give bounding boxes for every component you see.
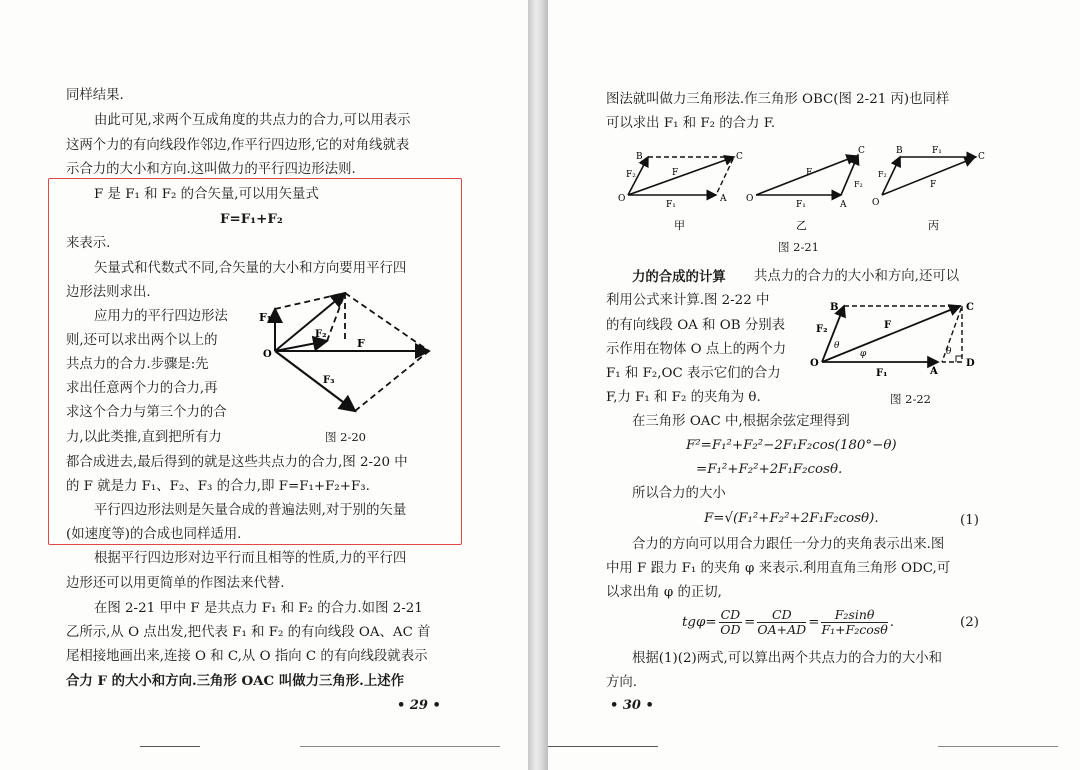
figure-caption: 图 2-22 xyxy=(890,392,931,406)
label: A xyxy=(930,366,938,377)
text-line: 中用 F 跟力 F₁ 的夹角 φ 来表示.利用直角三角形 ODC,可 xyxy=(606,561,951,576)
text-line: 由此可见,求两个互成角度的共点力的合力,可以用表示 xyxy=(94,113,411,128)
left-page xyxy=(0,0,528,770)
sub-caption-yi: 乙 xyxy=(796,219,807,232)
text-line: 示合力的大小和方向.这叫做力的平行四边形法则. xyxy=(66,162,356,177)
text-line: 方向. xyxy=(606,675,638,690)
text-line: 应用力的平行四边形法 xyxy=(94,309,228,324)
label: O xyxy=(810,358,819,369)
text-line: F 是 F₁ 和 F₂ 的合矢量,可以用矢量式 xyxy=(94,187,319,202)
equation-number: (2) xyxy=(960,615,979,630)
vector-f2 xyxy=(275,341,327,351)
text-line: 则,还可以求出两个以上的 xyxy=(66,333,218,348)
fraction xyxy=(719,608,743,637)
text-line: 边形法则求出. xyxy=(66,285,151,300)
text-line: 合力的方向可以用合力跟任一分力的夹角表示出来.图 xyxy=(632,537,945,552)
label: F xyxy=(884,320,892,331)
divider xyxy=(300,746,500,747)
label: C xyxy=(978,152,985,162)
figure-2-20 xyxy=(255,283,445,418)
label: A xyxy=(840,200,847,210)
text-line: 图法就叫做力三角形法.作三角形 OBC(图 2-21 丙)也同样 xyxy=(606,92,950,107)
text-line: 尾相接地画出来,连接 O 和 C,从 O 指向 C 的有向线段就表示 xyxy=(66,649,428,664)
text-line: 同样结果. xyxy=(66,88,124,103)
label: F₂ xyxy=(854,180,863,189)
label: C xyxy=(858,146,865,156)
text-line: 根据(1)(2)两式,可以算出两个共点力的合力的大小和 xyxy=(632,651,943,666)
text-line: 这两个力的有向线段作邻边,作平行四边形,它的对角线就表 xyxy=(66,138,410,153)
divider xyxy=(548,746,658,747)
text-line: 根据平行四边形对边平行而且相等的性质,力的平行四 xyxy=(94,551,407,566)
label: F₂ xyxy=(816,324,828,335)
numerator: F₂sinθ xyxy=(821,608,887,623)
figure-2-21-b xyxy=(746,146,865,210)
vector-f3 xyxy=(275,351,355,411)
label: C xyxy=(966,302,974,313)
text-line: 共点力的合力的大小和方向,还可以 xyxy=(754,269,960,284)
text-line: F₁ 和 F₂,OC 表示它们的合力 xyxy=(606,366,781,381)
text-line: 共点力的合力.步骤是:先 xyxy=(66,357,209,372)
label: D xyxy=(966,358,975,369)
text-line: 合力 F 的大小和方向.三角形 OAC 叫做力三角形.上述作 xyxy=(66,673,405,689)
text-line: F,力 F₁ 和 F₂ 的夹角为 θ. xyxy=(606,390,761,405)
label: B xyxy=(830,302,839,313)
label: O xyxy=(872,198,880,208)
text-line: 可以求出 F₁ 和 F₂ 的合力 F. xyxy=(606,116,776,131)
equation: F²=F₁²+F₂²−2F₁F₂cos(180°−θ) xyxy=(686,438,897,453)
label: F₁ xyxy=(796,200,806,210)
text-line: 乙所示,从 O 点出发,把代表 F₁ 和 F₂ 的有向线段 OA、AC 首 xyxy=(66,625,431,640)
tg-phi: tgφ= xyxy=(682,615,717,630)
text-line: 的有向线段 OA 和 OB 分别表 xyxy=(606,318,786,333)
text-line: 求出任意两个力的合力,再 xyxy=(66,381,218,396)
text-line: 求这个合力与第三个力的合 xyxy=(66,405,227,420)
label-f1: F₁ xyxy=(259,311,272,324)
right-page xyxy=(548,0,1080,770)
text-line: 在图 2-21 甲中 F 是共点力 F₁ 和 F₂ 的合力.如图 2-21 xyxy=(94,601,423,616)
page-number: • 30 • xyxy=(610,698,654,713)
text-line: 所以合力的大小 xyxy=(632,486,726,501)
denominator: F₁+F₂cosθ xyxy=(821,622,888,637)
vector-equation: F=F₁+F₂ xyxy=(220,211,283,227)
text-line: 都合成进去,最后得到的就是这些共点力的合力,图 2-20 中 xyxy=(66,455,408,470)
equation: =F₁²+F₂²+2F₁F₂cosθ. xyxy=(696,462,843,477)
page-number: • 29 • xyxy=(397,698,441,713)
label: O xyxy=(618,194,626,204)
text-line: 平行四边形法则是矢量合成的普遍法则,对于别的矢量 xyxy=(94,503,407,518)
numerator: CD xyxy=(720,607,741,622)
label: F₂ xyxy=(878,170,887,179)
text-line: 在三角形 OAC 中,根据余弦定理得到 xyxy=(632,414,850,429)
numerator: CD xyxy=(757,608,806,623)
figure-2-21 xyxy=(616,143,996,239)
label: F₁ xyxy=(932,146,942,156)
label: B xyxy=(636,152,643,162)
label: F xyxy=(806,168,813,178)
divider xyxy=(140,746,200,747)
equation-number: (1) xyxy=(960,513,979,528)
figure-2-22 xyxy=(806,294,984,384)
text-line: 利用公式来计算.图 2-22 中 xyxy=(606,293,770,308)
label: B xyxy=(896,146,903,156)
label: A xyxy=(720,194,727,204)
label-f: F xyxy=(357,337,365,350)
text-line: 的 F 就是力 F₁、F₂、F₃ 的合力,即 F=F₁+F₂+F₃. xyxy=(66,479,370,494)
sub-caption-jia: 甲 xyxy=(674,219,685,232)
label: F₁ xyxy=(666,200,676,210)
label: O xyxy=(746,194,754,204)
text-line: 边形还可以用更简单的作图法来代替. xyxy=(66,576,285,591)
text-line: 矢量式和代数式不同,合矢量的大小和方向要用平行四 xyxy=(94,261,407,276)
fraction xyxy=(757,608,806,637)
text-line: (如速度等)的合成也同样适用. xyxy=(66,527,242,542)
fraction xyxy=(821,608,887,637)
book-gutter xyxy=(528,0,548,770)
label: θ xyxy=(834,341,840,351)
divider xyxy=(938,746,1058,747)
label-o: O xyxy=(263,349,272,360)
sub-caption-bing: 丙 xyxy=(928,219,939,232)
label: C xyxy=(736,152,743,162)
label: F xyxy=(672,168,679,178)
text-line: 示作用在物体 O 点上的两个力 xyxy=(606,342,787,357)
equation-1: F=√(F₁²+F₂²+2F₁F₂cosθ). xyxy=(704,511,879,526)
figure-caption: 图 2-21 xyxy=(778,240,819,254)
label: φ xyxy=(860,349,867,359)
figure-2-21-a xyxy=(618,152,743,210)
denominator: OA+AD xyxy=(757,622,807,637)
label-f2: F₂ xyxy=(315,329,327,340)
label: F xyxy=(930,180,937,190)
figure-2-21-c xyxy=(872,146,985,208)
label: θ xyxy=(946,347,952,357)
label: F₂ xyxy=(626,170,636,180)
label-f3: F₃ xyxy=(323,375,335,386)
figure-caption: 图 2-20 xyxy=(325,430,366,444)
label: F₁ xyxy=(876,368,888,379)
text-line: 来表示. xyxy=(66,236,111,251)
equation-2: tgφ= $\frac{CD}{OD}$ = $\frac{CD}{OA+AD}$ = $\frac{\text{F₂sinθ}}{\text{F₁+F₂cosθ}}$ . xyxy=(682,607,895,637)
denominator: OD xyxy=(720,622,741,637)
text-line: 力,以此类推,直到把所有力 xyxy=(66,430,222,445)
text-line: 以求出角 φ 的正切, xyxy=(606,585,722,600)
section-heading: 力的合成的计算 xyxy=(632,269,726,285)
